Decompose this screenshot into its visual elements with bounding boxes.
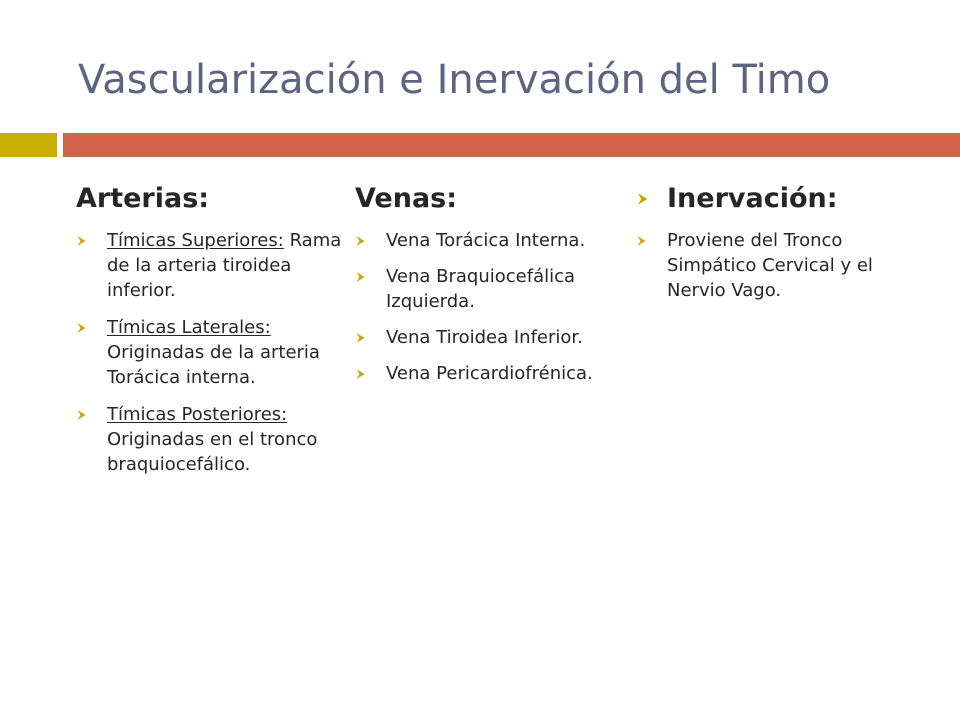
list-item [636, 228, 936, 303]
item-text: Rama de la arteria tiroidea inferior. [107, 230, 342, 301]
list-item [355, 228, 635, 253]
accent-band-right [63, 133, 960, 157]
inervacion-list [636, 228, 936, 303]
item-text: Vena Torácica Interna. [386, 230, 586, 251]
arrowhead-icon [355, 369, 366, 379]
arterias-heading: Arterias: [76, 183, 210, 214]
slide-title: Vascularización e Inervación del Timo [78, 57, 831, 103]
list-item [76, 228, 348, 303]
item-text: Originadas de la arteria Torácica interna. [107, 342, 320, 388]
list-item [355, 325, 635, 350]
arrowhead-icon [355, 272, 366, 282]
accent-band-left [0, 133, 57, 157]
venas-column [355, 180, 635, 397]
arrowhead-icon [76, 410, 87, 420]
inervacion-column [636, 180, 936, 315]
arterias-column [76, 180, 348, 489]
item-term: Tímicas Laterales: [107, 317, 271, 338]
item-text: Vena Braquiocefálica Izquierda. [386, 266, 576, 312]
item-text: Vena Tiroidea Inferior. [386, 327, 583, 348]
inervacion-heading-text: Inervación: [667, 183, 838, 214]
inervacion-heading [636, 180, 936, 218]
venas-heading: Venas: [355, 183, 458, 214]
item-term: Tímicas Posteriores: [107, 404, 288, 425]
list-item [76, 315, 348, 390]
list-item [76, 402, 348, 477]
item-text: Originadas en el tronco braquiocefálico. [107, 429, 318, 475]
arrowhead-icon [636, 236, 647, 246]
item-text: Proviene del Tronco Simpático Cervical y el Nervio Vago. [667, 230, 873, 301]
arrowhead-icon [76, 236, 87, 246]
arrowhead-icon [355, 333, 366, 343]
arterias-list [76, 228, 348, 477]
item-text: Vena Pericardiofrénica. [386, 363, 593, 384]
arrowhead-icon [636, 193, 649, 205]
arrowhead-icon [76, 323, 87, 333]
list-item [355, 361, 635, 386]
item-term: Tímicas Superiores: [107, 230, 284, 251]
venas-list [355, 228, 635, 386]
arrowhead-icon [355, 236, 366, 246]
list-item [355, 264, 635, 314]
